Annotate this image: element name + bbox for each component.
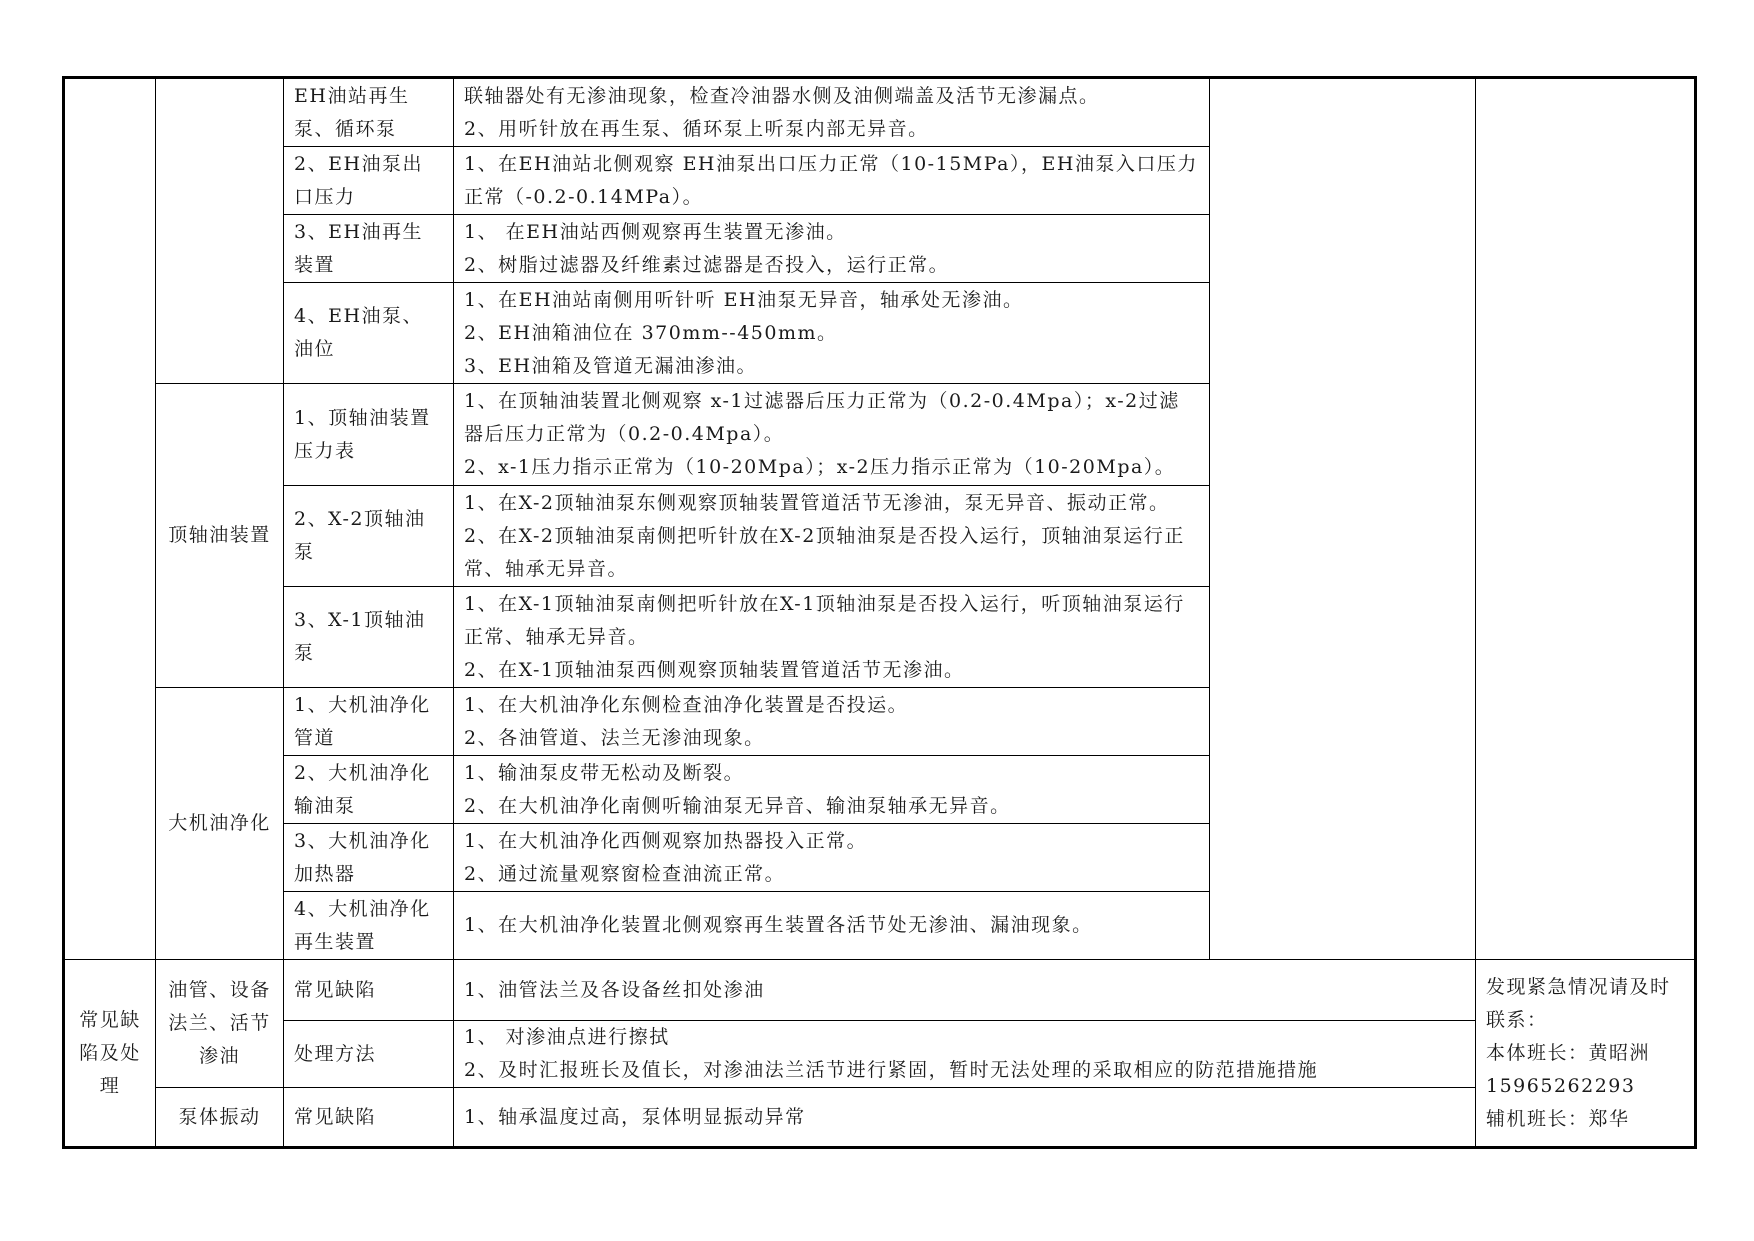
item-label: 2、X-2顶轴油泵: [294, 508, 426, 563]
content-cell: [454, 283, 1210, 384]
item-label: 1、顶轴油装置压力表: [294, 406, 431, 462]
content-line: 2、各油管道、法兰无渗油现象。: [464, 726, 765, 749]
item-cell: [284, 756, 454, 824]
group-label: 大机油净化: [168, 812, 271, 834]
content-cell: [454, 1088, 1476, 1148]
content-line: 1、在EH油站北侧观察 EH油泵出口压力正常（10-15MPa），EH油泵入口压力正常（-0.2-0.14MPa）。: [464, 152, 1198, 208]
contact-line: 辅机班长：郑华: [1486, 1107, 1630, 1130]
content-cell: [454, 1021, 1476, 1088]
item-cell: [284, 147, 454, 215]
item-cell: [284, 587, 454, 688]
item-label: 处理方法: [294, 1042, 377, 1065]
content-line: 2、EH油箱油位在 370mm--450mm。: [464, 321, 838, 344]
table-row: [64, 960, 1696, 1021]
contact-cell: [1476, 960, 1696, 1148]
content-cell: [454, 892, 1210, 960]
content-cell: [454, 587, 1210, 688]
item-label: 2、EH油泵出口压力: [294, 152, 424, 208]
content-line: 2、在X-2顶轴油泵南侧把听针放在X-2顶轴油泵是否投入运行，顶轴油泵运行正常、轴承无异音。: [464, 524, 1185, 580]
group-cell-empty: [156, 78, 284, 384]
contact-line: 发现紧急情况请及时联系：: [1486, 975, 1671, 1031]
remarks-cell: [1210, 78, 1476, 960]
content-cell: [454, 688, 1210, 756]
item-cell: [284, 283, 454, 384]
content-cell: [454, 78, 1210, 147]
item-cell: [284, 78, 454, 147]
content-line: 1、在大机油净化装置北侧观察再生装置各活节处无渗油、漏油现象。: [464, 914, 1093, 936]
content-line: 1、在X-2顶轴油泵东侧观察顶轴装置管道活节无渗油，泵无异音、振动正常。: [464, 491, 1170, 514]
group-label: 泵体振动: [178, 1105, 261, 1128]
content-line: 2、在X-1顶轴油泵西侧观察顶轴装置管道活节无渗油。: [464, 658, 965, 681]
content-line: 1、在X-1顶轴油泵南侧把听针放在X-1顶轴油泵是否投入运行，听顶轴油泵运行正常、轴承无异音。: [464, 592, 1185, 648]
table-row: [64, 78, 1696, 147]
item-cell: [284, 215, 454, 283]
content-line: 2、在大机油净化南侧听输油泵无异音、输油泵轴承无异音。: [464, 794, 1011, 817]
item-cell: [284, 960, 454, 1021]
section-cell-empty: [64, 78, 156, 960]
group-cell-oil-leak: [156, 960, 284, 1088]
notes-cell: [1476, 78, 1696, 960]
item-label: 4、大机油净化再生装置: [294, 897, 431, 953]
item-cell: [284, 1088, 454, 1148]
item-label: 1、大机油净化管道: [294, 693, 431, 749]
item-label: 2、大机油净化输油泵: [294, 761, 431, 817]
content-cell: [454, 384, 1210, 486]
table-row: [64, 1088, 1696, 1148]
content-line: 1、输油泵皮带无松动及断裂。: [464, 761, 745, 784]
group-cell-oil-purifier: [156, 688, 284, 960]
section-cell-defects: [64, 960, 156, 1148]
inspection-table: [62, 76, 1697, 1149]
content-line: 1、 对渗油点进行擦拭: [464, 1026, 670, 1048]
content-line: 1、在EH油站南侧用听针听 EH油泵无异音，轴承处无渗油。: [464, 288, 1024, 311]
item-cell: [284, 824, 454, 892]
content-line: 1、 在EH油站西侧观察再生装置无渗油。: [464, 220, 847, 243]
item-cell: [284, 688, 454, 756]
contact-line: 15965262293: [1486, 1074, 1636, 1097]
content-line: 2、及时汇报班长及值长，对渗油法兰活节进行紧固，暂时无法处理的采取相应的防范措施措施: [464, 1059, 1319, 1081]
item-cell: [284, 486, 454, 587]
content-line: 1、在大机油净化东侧检查油净化装置是否投运。: [464, 693, 909, 716]
content-line: 1、在顶轴油装置北侧观察 x-1过滤器后压力正常为（0.2-0.4Mpa）；x-2过滤器后压力正常为（0.2-0.4Mpa）。: [464, 390, 1180, 445]
item-label: 常见缺陷: [294, 978, 377, 1001]
section-label: 常见缺陷及处理: [79, 1008, 141, 1097]
item-label: 3、X-1顶轴油泵: [294, 609, 426, 664]
content-cell: [454, 960, 1476, 1021]
content-line: 2、树脂过滤器及纤维素过滤器是否投入，运行正常。: [464, 253, 950, 276]
content-line: 2、用听针放在再生泵、循环泵上听泵内部无异音。: [464, 117, 929, 140]
content-cell: [454, 486, 1210, 587]
item-label: 3、大机油净化加热器: [294, 829, 431, 885]
content-line: 3、EH油箱及管道无漏油渗油。: [464, 354, 758, 377]
content-cell: [454, 215, 1210, 283]
item-cell: [284, 892, 454, 960]
contact-line: 本体班长：黄昭洲: [1486, 1041, 1651, 1064]
content-line: 2、通过流量观察窗检查油流正常。: [464, 862, 786, 885]
content-line: 1、在大机油净化西侧观察加热器投入正常。: [464, 829, 868, 852]
item-cell: [284, 1021, 454, 1088]
group-label: 油管、设备法兰、活节渗油: [168, 979, 271, 1067]
content-line: 2、x-1压力指示正常为（10-20Mpa）；x-2压力指示正常为（10-20Mpa）。: [464, 456, 1176, 478]
table-row: [64, 1021, 1696, 1088]
content-line: 联轴器处有无渗油现象，检查冷油器水侧及油侧端盖及活节无渗漏点。: [464, 84, 1100, 107]
content-cell: [454, 824, 1210, 892]
item-cell: [284, 384, 454, 486]
group-label: 顶轴油装置: [168, 524, 271, 546]
group-cell-pump-vibration: [156, 1088, 284, 1148]
item-label: 3、EH油再生装置: [294, 220, 424, 276]
group-cell-jacking-oil: [156, 384, 284, 688]
content-line: 1、轴承温度过高，泵体明显振动异常: [464, 1105, 806, 1128]
content-cell: [454, 147, 1210, 215]
item-label: EH油站再生泵、循环泵: [294, 84, 410, 140]
item-label: 4、EH油泵、油位: [294, 305, 424, 360]
content-line: 1、油管法兰及各设备丝扣处渗油: [464, 978, 765, 1001]
item-label: 常见缺陷: [294, 1105, 377, 1128]
content-cell: [454, 756, 1210, 824]
